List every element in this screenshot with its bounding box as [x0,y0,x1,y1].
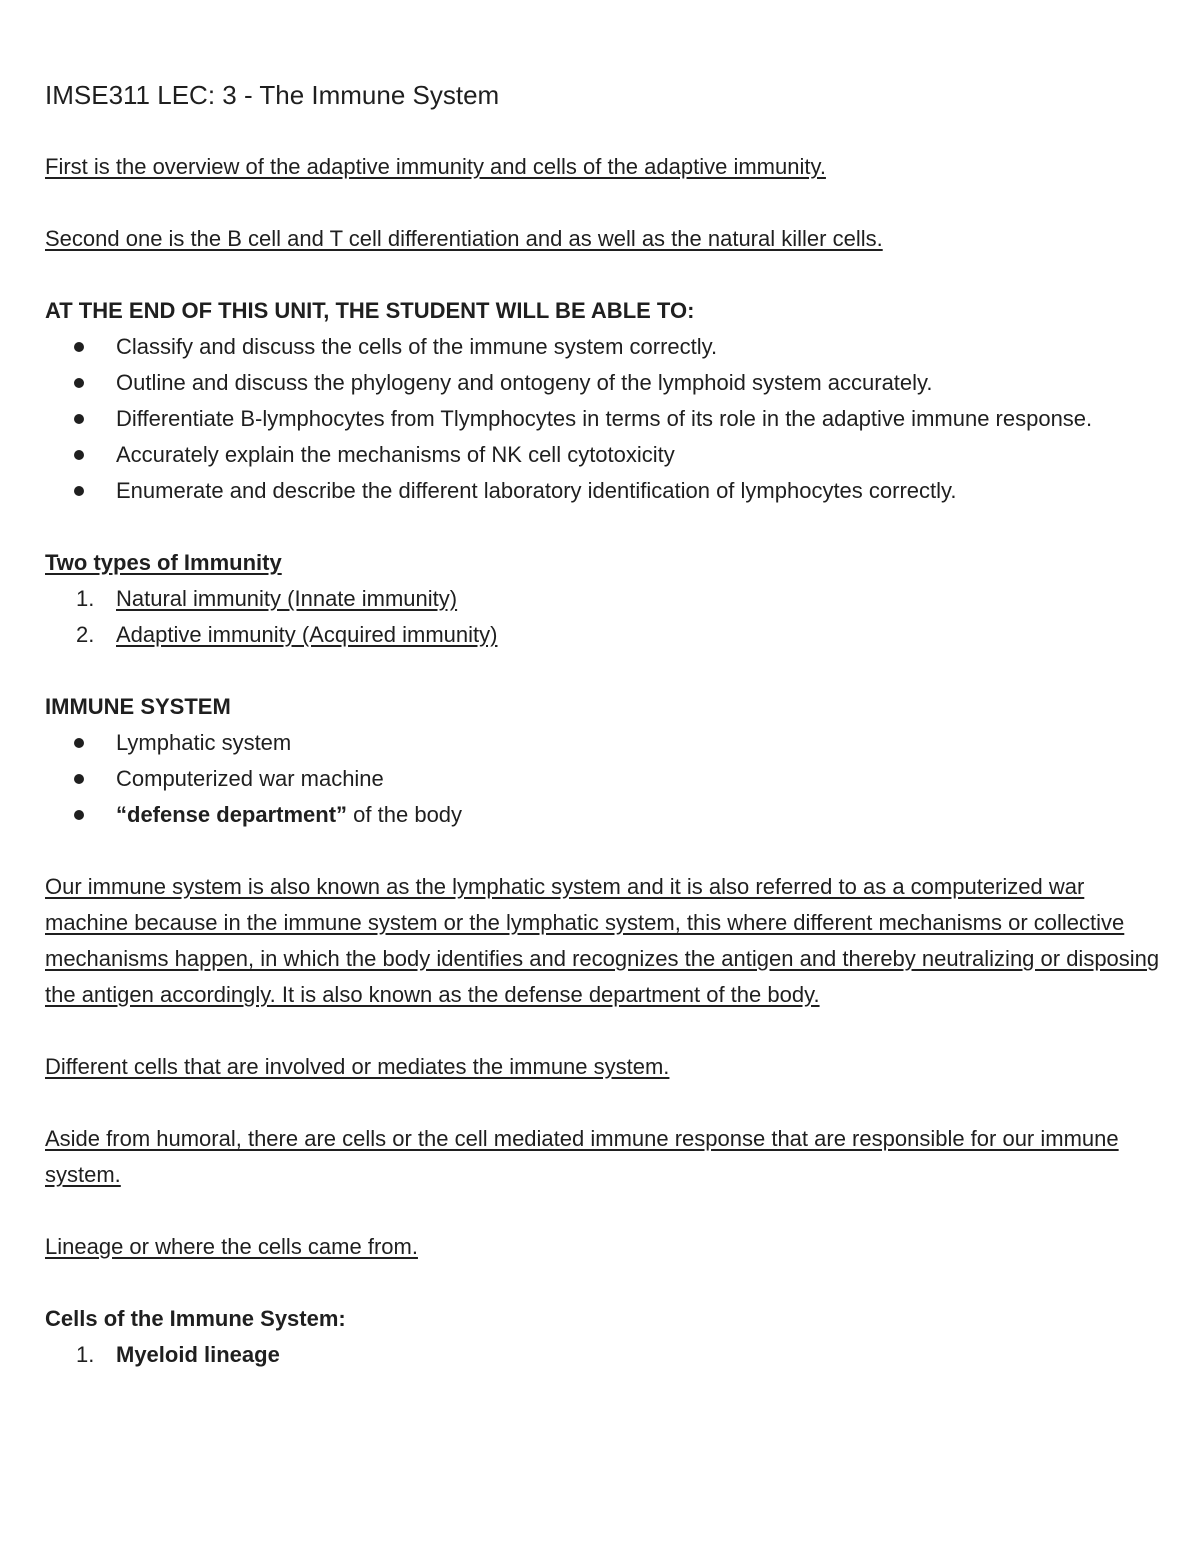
list-item: Differentiate B-lymphocytes from Tlymphocytes in terms of its role in the adaptive immune response. [45,401,1160,437]
list-item: 1. Myeloid lineage [76,1342,280,1367]
list-item: Accurately explain the mechanisms of NK cell cytotoxicity [45,437,1160,473]
intro-paragraph-1: First is the overview of the adaptive immunity and cells of the adaptive immunity. [45,154,826,179]
body-paragraph-1: Our immune system is also known as the lymphatic system and it is also referred to as a computerized war machine because in the immune system or the lymphatic system, this where different mechanisms or collective mechanisms happen, in which the body identifies and recognizes the antigen and thereby neutralizing or disposing the antigen accordingly. It is also known as the defense department of the body. [45,874,1160,1007]
document-title: IMSE311 LEC: 3 - The Immune System [45,80,500,110]
immune-system-list [45,725,1160,833]
body-paragraph-4: Lineage or where the cells came from. [45,1234,418,1259]
list-item: Computerized war machine [45,761,1160,797]
list-item: Enumerate and describe the different laboratory identification of lymphocytes correctly. [45,473,1160,509]
bullet-icon [74,378,84,388]
document-page [45,77,1160,1409]
cells-heading: Cells of the Immune System: [45,1306,346,1331]
list-item: Outline and discuss the phylogeny and ontogeny of the lymphoid system accurately. [45,365,1160,401]
list-item: Lymphatic system [45,725,1160,761]
bullet-icon [74,738,84,748]
intro-paragraph-2: Second one is the B cell and T cell differentiation and as well as the natural killer cells. [45,226,883,251]
body-paragraph-2: Different cells that are involved or mediates the immune system. [45,1054,670,1079]
immune-system-heading: IMMUNE SYSTEM [45,694,231,719]
immunity-types-list [45,581,1160,653]
bullet-icon [74,414,84,424]
cells-list [45,1337,1160,1373]
bullet-icon [74,810,84,820]
defense-bold-text: “defense department” [116,802,348,827]
list-item: Classify and discuss the cells of the immune system correctly. [45,329,1160,365]
body-paragraph-3: Aside from humoral, there are cells or the cell mediated immune response that are responsible for our immune system. [45,1126,1119,1187]
bullet-icon [74,774,84,784]
bullet-icon [74,486,84,496]
immunity-types-heading: Two types of Immunity [45,550,282,575]
objectives-list [45,329,1160,509]
list-item: 1. Natural immunity (Innate immunity) [76,586,458,611]
list-item: 2. Adaptive immunity (Acquired immunity) [76,622,498,647]
bullet-icon [74,450,84,460]
bullet-icon [74,342,84,352]
objectives-heading: AT THE END OF THIS UNIT, THE STUDENT WILL BE ABLE TO: [45,298,695,323]
list-item: “defense department” of the body [45,797,1160,833]
